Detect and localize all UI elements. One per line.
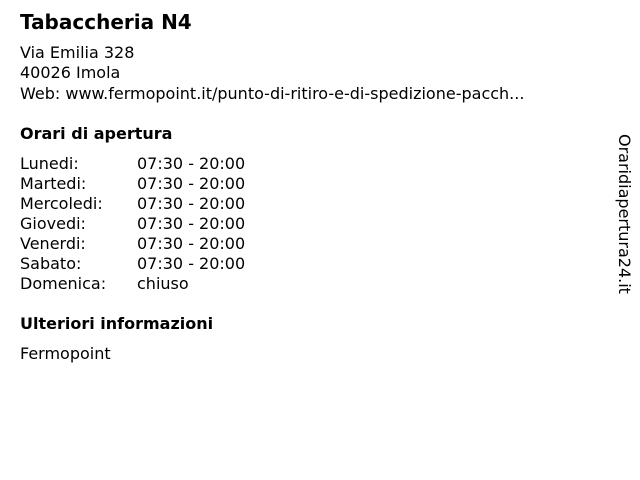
day-label: Giovedi: — [20, 214, 86, 233]
day-hours: 07:30 - 20:00 — [137, 174, 246, 193]
day-hours: 07:30 - 20:00 — [137, 254, 246, 273]
day-label: Sabato: — [20, 254, 82, 273]
day-hours: chiuso — [137, 274, 189, 293]
day-label: Mercoledi: — [20, 194, 103, 213]
further-info-text: Fermopoint — [20, 344, 111, 363]
address-city: 40026 Imola — [20, 63, 121, 82]
day-hours: 07:30 - 20:00 — [137, 154, 246, 173]
day-label: Lunedi: — [20, 154, 79, 173]
hours-row-friday — [20, 234, 245, 254]
site-watermark: Oraridiapertura24.it — [615, 134, 634, 294]
hours-row-wednesday — [20, 194, 245, 214]
day-hours: 07:30 - 20:00 — [137, 234, 246, 253]
hours-row-monday — [20, 154, 245, 174]
day-label: Domenica: — [20, 274, 107, 293]
day-label: Martedi: — [20, 174, 87, 193]
address-street: Via Emilia 328 — [20, 43, 135, 62]
hours-row-tuesday — [20, 174, 245, 194]
website-link[interactable]: Web: www.fermopoint.it/punto-di-ritiro-e-di-spedizione-pacch... — [20, 84, 525, 103]
day-label: Venerdi: — [20, 234, 86, 253]
hours-row-saturday — [20, 254, 245, 274]
opening-hours-table — [20, 154, 245, 294]
further-info-heading: Ulteriori informazioni — [20, 314, 214, 333]
opening-hours-heading: Orari di apertura — [20, 124, 173, 143]
day-hours: 07:30 - 20:00 — [137, 214, 246, 233]
hours-row-sunday — [20, 274, 245, 294]
shop-name: Tabaccheria N4 — [20, 10, 192, 34]
day-hours: 07:30 - 20:00 — [137, 194, 246, 213]
hours-row-thursday — [20, 214, 245, 234]
